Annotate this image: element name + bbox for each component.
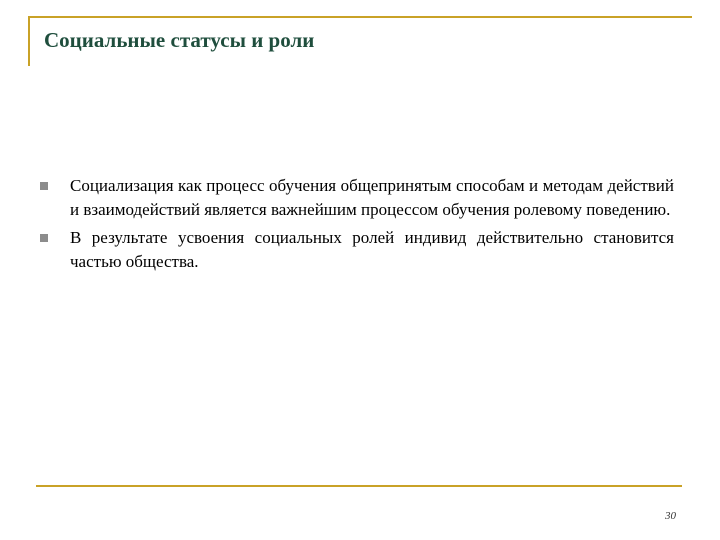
square-bullet-icon	[40, 182, 48, 190]
slide-title: Социальные статусы и роли	[44, 28, 315, 52]
bullet-text: Социализация как процесс обучения общепринятым способам и методам действий и взаимодействий является важнейшим процессом обучения ролевому поведению.	[70, 176, 674, 219]
bullet-list	[38, 174, 674, 278]
page-number: 30	[665, 510, 676, 522]
square-bullet-icon	[40, 234, 48, 242]
title-frame-top-line	[28, 16, 692, 18]
bullet-item	[38, 226, 674, 274]
title-frame-left-line	[28, 16, 30, 66]
bullet-text: В результате усвоения социальных ролей индивид действительно становится частью общества.	[70, 228, 674, 271]
bullet-item	[38, 174, 674, 222]
footer-divider	[36, 485, 682, 487]
